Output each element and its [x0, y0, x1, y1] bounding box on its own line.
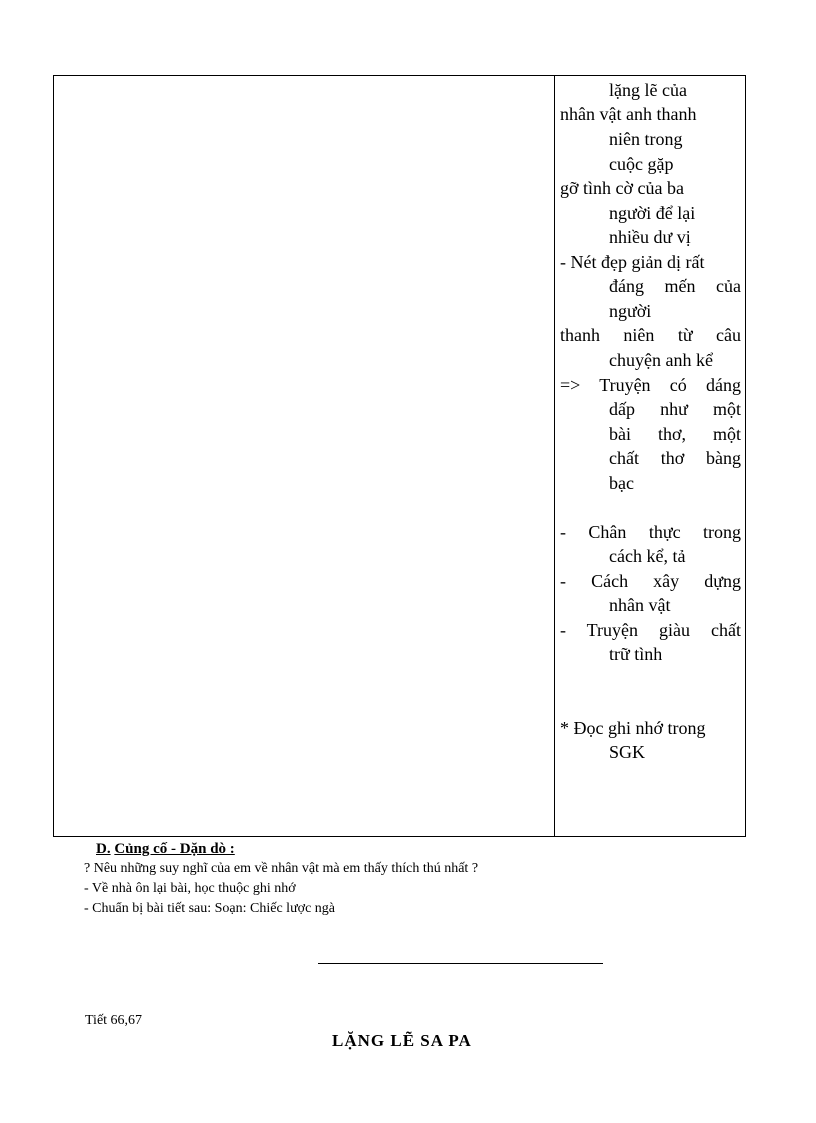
- table-line: SGK: [609, 742, 646, 762]
- table-line: - Nét đẹp giản dị rất: [560, 252, 705, 272]
- table-left-cell: [54, 76, 554, 836]
- table-line: => Truyện có dáng: [560, 375, 741, 395]
- table-line: bài thơ, một: [609, 424, 741, 444]
- table-line: đáng mến của: [609, 276, 741, 296]
- lesson-title: LẶNG LẼ SA PA: [332, 1031, 472, 1050]
- note-line: - Về nhà ôn lại bài, học thuộc ghi nhớ: [84, 881, 296, 896]
- section-label: D.: [96, 841, 111, 857]
- table-line: - Cách xây dựng: [560, 571, 741, 591]
- table-line: gỡ tình cờ của ba: [560, 178, 684, 198]
- table-line: người để lại: [609, 203, 696, 223]
- table-line: bạc: [609, 473, 634, 493]
- table-line: niên trong: [609, 129, 683, 149]
- section-title: Củng cố - Dặn dò :: [114, 841, 235, 857]
- table-right-cell: [555, 76, 745, 836]
- period-label: Tiết 66,67: [85, 1013, 143, 1028]
- table-line: nhân vật anh thanh: [560, 104, 697, 124]
- table-line: cuộc gặp: [609, 154, 674, 174]
- note-line: - Chuẩn bị bài tiết sau: Soạn: Chiếc lược ngà: [84, 901, 335, 916]
- table-line: lặng lẽ của: [609, 80, 687, 100]
- lesson-table: [53, 75, 746, 837]
- separator-line: [318, 963, 603, 964]
- table-line: người: [609, 301, 652, 321]
- table-line: - Truyện giàu chất: [560, 620, 741, 640]
- table-line: nhân vật: [609, 595, 671, 615]
- note-line: ? Nêu những suy nghĩ của em về nhân vật mà em thấy thích thú nhất ?: [84, 861, 479, 876]
- table-line: chuyện anh kể: [609, 350, 713, 370]
- table-line: trữ tình: [609, 644, 663, 664]
- table-line: * Đọc ghi nhớ trong: [560, 718, 706, 738]
- table-line: chất thơ bàng: [609, 448, 741, 468]
- table-line: dấp như một: [609, 399, 741, 419]
- table-line: nhiều dư vị: [609, 227, 691, 247]
- table-line: cách kể, tả: [609, 546, 686, 566]
- table-line: - Chân thực trong: [560, 522, 741, 542]
- table-line: thanh niên từ câu: [560, 325, 741, 345]
- section-heading: [96, 840, 235, 858]
